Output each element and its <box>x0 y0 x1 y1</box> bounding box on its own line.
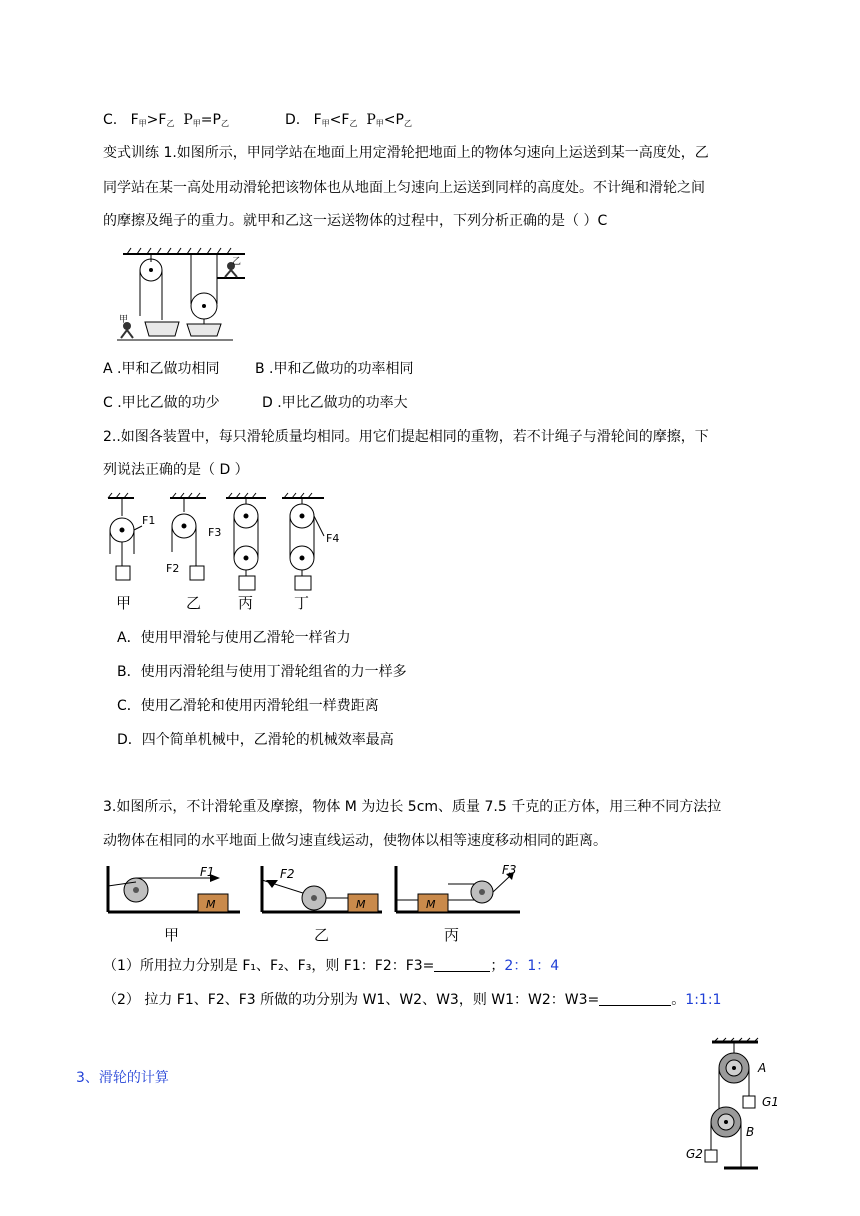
q2-line1: 2..如图各装置中，每只滑轮质量均相同。用它们提起相同的重物，若不计绳子与滑轮间的摩擦，下 <box>103 429 709 445</box>
block-label: M <box>356 898 366 911</box>
pulley-label-a: A <box>758 1061 767 1075</box>
option-d-text: <F <box>329 112 350 128</box>
q3-line2: 动物体在相同的水平地面上做匀速直线运动，使物体以相等速度移动相同的距离。 <box>103 833 607 849</box>
q3-pulley-figure <box>102 862 527 944</box>
q1-pulley-figure <box>113 244 253 348</box>
option-d-line <box>285 110 412 134</box>
answer-blank[interactable] <box>434 957 490 972</box>
q2-option-c: C．使用乙滑轮和使用丙滑轮组一样费距离 <box>117 698 379 714</box>
subscript: 乙 <box>166 119 175 128</box>
force-label: F1 <box>142 514 156 527</box>
q1-line1: 变式训练 1.如图所示，甲同学站在地面上用定滑轮把地面上的物体匀速向上运送到某一高度处，乙 <box>103 145 709 161</box>
weight-label-g1: G1 <box>762 1095 779 1109</box>
q2-option-a: A．使用甲滑轮与使用乙滑轮一样省力 <box>117 630 351 646</box>
option-c-label: C. <box>103 112 118 128</box>
block-label: M <box>206 898 216 911</box>
q3-sub2-answer: 1:1:1 <box>685 992 722 1008</box>
q3-sub1-answer: 2：1：4 <box>504 958 560 974</box>
subscript: 甲 <box>321 119 330 128</box>
subscript: 甲 <box>375 119 384 128</box>
q1-option-c: C .甲比乙做的功少 <box>103 395 220 411</box>
fig-label: 丁 <box>294 594 310 612</box>
force-label: F3 <box>502 863 517 877</box>
pulley-label-b: B <box>746 1125 755 1139</box>
q3-sub1 <box>103 956 559 976</box>
option-c-text: P <box>183 112 193 128</box>
fig-label: 乙 <box>232 257 242 267</box>
q1-line2: 同学站在某一高处用动滑轮把该物体也从地面上匀速向上运送到同样的高度处。不计绳和滑轮之间 <box>103 180 705 196</box>
q1-option-b: B .甲和乙做功的功率相同 <box>255 361 414 377</box>
fig-label: 丙 <box>238 594 254 612</box>
subscript: 甲 <box>138 119 147 128</box>
subscript: 乙 <box>349 119 358 128</box>
q2-pulley-figure <box>102 490 362 618</box>
option-c-line <box>103 110 229 134</box>
section-heading: 3、滑轮的计算 <box>76 1070 169 1086</box>
weight-label-g2: G2 <box>686 1147 703 1161</box>
force-label: F2 <box>166 562 180 575</box>
q3-line1: 3.如图所示，不计滑轮重及摩擦，物体 M 为边长 5cm、质量 7.5 千克的正方体，用三种不同方法拉 <box>103 799 722 815</box>
block-label: M <box>426 898 436 911</box>
q2-option-d: D．四个简单机械中，乙滑轮的机械效率最高 <box>117 732 394 748</box>
pulley-system-figure <box>684 1038 779 1174</box>
fig-label: 乙 <box>186 594 202 612</box>
option-d-text: <P <box>383 112 404 128</box>
force-label: F1 <box>200 865 215 879</box>
fig-label: 乙 <box>314 926 330 944</box>
answer-blank[interactable] <box>599 991 671 1006</box>
q3-sub2 <box>103 990 721 1010</box>
force-label: F2 <box>280 867 295 881</box>
option-d-text: F <box>313 112 322 128</box>
force-label: F3 <box>208 526 222 539</box>
separator: 。 <box>671 992 686 1008</box>
q1-option-d: D .甲比乙做功的功率大 <box>262 395 408 411</box>
fig-label: 甲 <box>119 315 129 325</box>
subscript: 乙 <box>403 119 412 128</box>
option-c-text: =P <box>200 112 221 128</box>
q3-sub2-text: （2） 拉力 F1、F2、F3 所做的功分别为 W1、W2、W3，则 W1：W2：W3= <box>103 992 600 1008</box>
fig-label: 甲 <box>116 594 132 612</box>
force-label: F4 <box>326 532 340 545</box>
q1-line3: 的摩擦及绳子的重力。就甲和乙这一运送物体的过程中，下列分析正确的是（ ）C <box>103 213 608 229</box>
option-d-text: P <box>366 112 376 128</box>
q2-option-b: B．使用丙滑轮组与使用丁滑轮组省的力一样多 <box>117 664 407 680</box>
separator: ； <box>490 958 505 974</box>
subscript: 乙 <box>220 119 229 128</box>
q3-sub1-text: （1）所用拉力分别是 F₁、F₂、F₃，则 F1：F2：F3= <box>103 958 435 974</box>
fig-label: 丙 <box>444 926 460 944</box>
q1-option-a: A .甲和乙做功相同 <box>103 361 220 377</box>
option-c-text: F <box>130 112 139 128</box>
option-c-text: >F <box>146 112 167 128</box>
q2-line2: 列说法正确的是（ D ） <box>103 462 249 478</box>
option-d-label: D. <box>285 112 301 128</box>
subscript: 甲 <box>192 119 201 128</box>
fig-label: 甲 <box>164 926 180 944</box>
